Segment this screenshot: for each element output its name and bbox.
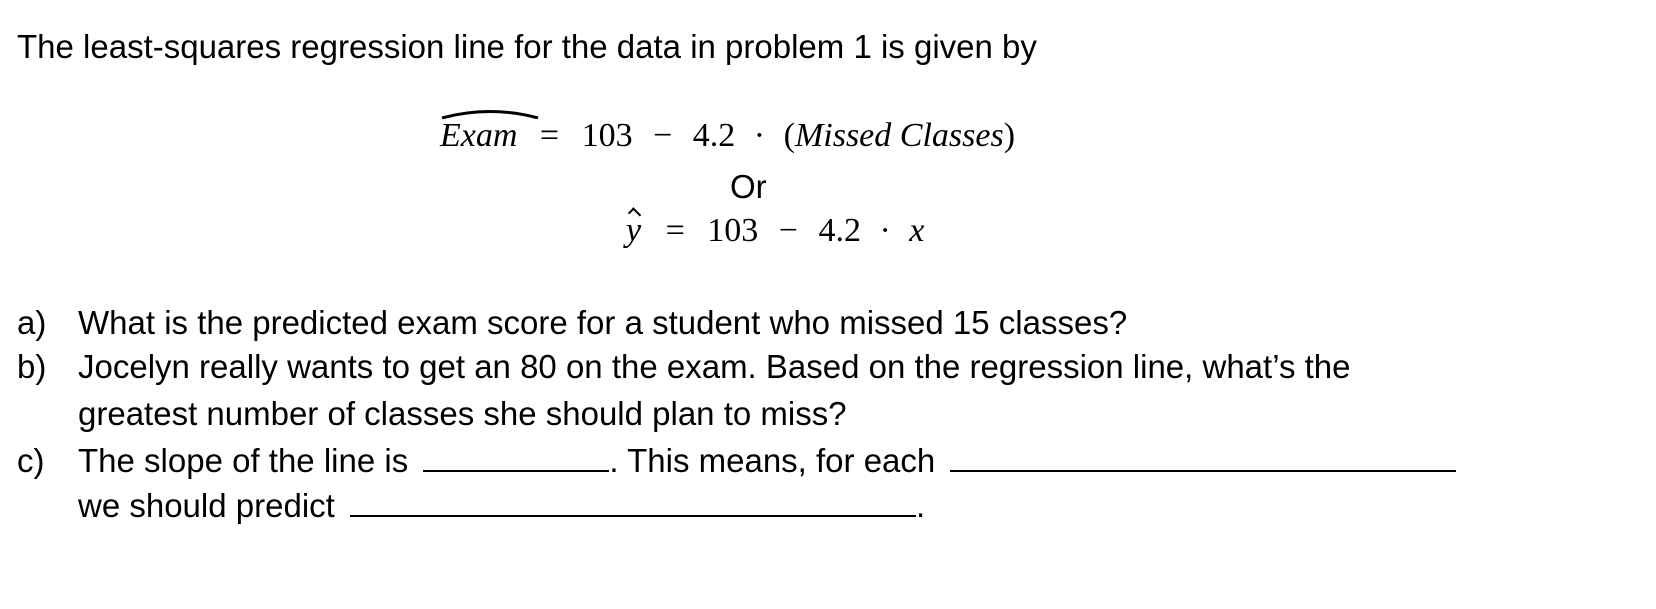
equation-yhat-minus: − (778, 212, 798, 249)
predict-answer-blank[interactable] (350, 489, 916, 517)
slope-answer-blank[interactable] (423, 444, 609, 472)
equation-yhat-variable: x (909, 212, 925, 249)
intro-text: The least-squares regression line for the data in problem 1 is given by (17, 28, 1037, 65)
exam-hat-variable (440, 119, 517, 153)
equation-exam-equals: = (539, 117, 560, 154)
equation-exam-constant: 103 (581, 117, 633, 154)
y-hat-variable: y (626, 212, 642, 249)
equation-exam-open-paren: ( (783, 117, 795, 154)
equation-exam-rhs-variable: Missed Classes (794, 117, 1004, 154)
for-each-answer-blank[interactable] (950, 444, 1456, 472)
equation-exam-slope: 4.2 (692, 117, 736, 154)
equation-exam-dot: · (753, 117, 766, 154)
question-a-label: a) (17, 304, 47, 341)
question-c-part1: The slope of the line is (78, 442, 409, 479)
question-b-line2: greatest number of classes she should plan to miss? (78, 395, 847, 432)
question-b-label: b) (17, 348, 47, 385)
question-a-text: What is the predicted exam score for a student who missed 15 classes? (78, 304, 1128, 341)
question-c-part2: . This means, for each (609, 442, 936, 479)
wide-hat-icon (440, 107, 540, 119)
equation-exam-minus: − (653, 117, 673, 154)
question-c-predict-text: we should predict (78, 487, 335, 524)
question-c-end-period: . (916, 487, 926, 524)
equation-exam-close-paren: ) (1003, 117, 1016, 154)
equation-yhat-dot: · (879, 212, 891, 249)
equation-yhat (626, 214, 924, 248)
equation-yhat-constant: 103 (707, 212, 759, 249)
question-c-line2 (78, 489, 925, 522)
equation-yhat-equals: = (665, 212, 685, 249)
question-b-line1: Jocelyn really wants to get an 80 on the exam. Based on the regression line, what’s the (78, 348, 1351, 385)
equation-exam (440, 119, 1015, 153)
question-c-label: c) (17, 442, 45, 479)
question-c-line1 (78, 444, 1456, 477)
or-text: Or (730, 168, 767, 205)
equation-yhat-slope: 4.2 (818, 212, 861, 249)
equation-exam-lhs: Exam (440, 117, 518, 154)
